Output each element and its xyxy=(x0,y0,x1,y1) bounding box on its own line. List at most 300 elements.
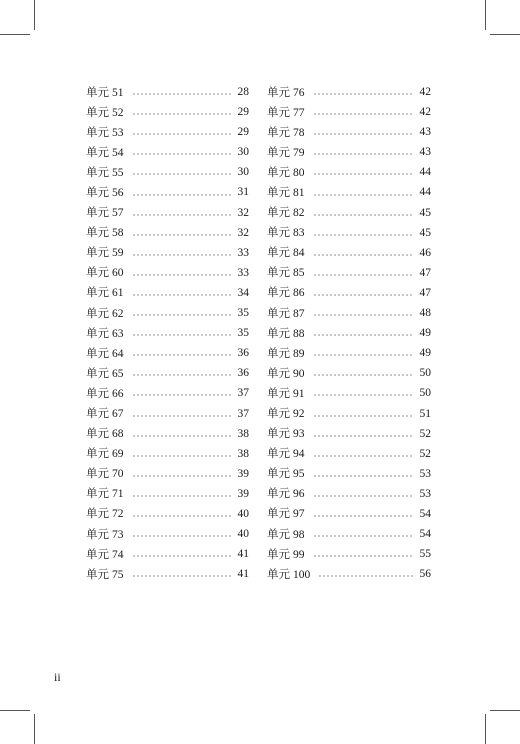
toc-entry-label xyxy=(267,483,305,504)
toc-entry-number: 80 xyxy=(293,166,305,179)
toc-entry-label xyxy=(86,282,124,303)
toc-entry-prefix: 单元 xyxy=(86,164,109,179)
toc-entry-label xyxy=(267,544,305,565)
toc-entry-prefix: 单元 xyxy=(267,205,290,220)
toc-entry-label xyxy=(86,202,124,223)
toc-leader-dots xyxy=(132,515,232,517)
toc-entry[interactable] xyxy=(267,82,431,102)
toc-leader-dots xyxy=(313,515,414,517)
toc-entry-label xyxy=(86,122,124,143)
toc-entry-number: 54 xyxy=(112,146,124,159)
toc-entry[interactable] xyxy=(267,343,431,363)
toc-entry-number: 86 xyxy=(293,287,305,300)
toc-entry-page: 53 xyxy=(419,467,431,480)
toc-entry-prefix: 单元 xyxy=(86,385,109,400)
toc-entry-page: 37 xyxy=(237,407,249,420)
toc-entry-number: 76 xyxy=(293,86,305,99)
toc-leader-dots xyxy=(313,93,414,95)
toc-entry[interactable] xyxy=(86,524,249,544)
toc-entry[interactable] xyxy=(86,363,249,383)
toc-entry-prefix: 单元 xyxy=(267,506,290,521)
toc-leader-dots xyxy=(132,194,232,196)
toc-entry-number: 57 xyxy=(112,207,124,220)
toc-entry-page: 33 xyxy=(237,266,249,279)
toc-leader-dots xyxy=(313,294,414,296)
toc-entry-prefix: 单元 xyxy=(267,325,290,340)
toc-leader-dots xyxy=(313,334,414,336)
toc-entry[interactable] xyxy=(267,363,431,383)
toc-entry[interactable] xyxy=(267,484,431,504)
toc-entry-label xyxy=(86,524,124,545)
toc-entry[interactable] xyxy=(267,162,431,182)
toc-entry-page: 36 xyxy=(237,367,249,380)
toc-entry-prefix: 单元 xyxy=(267,365,290,380)
toc-entry-prefix: 单元 xyxy=(267,526,290,541)
toc-entry-label xyxy=(267,463,305,484)
toc-leader-dots xyxy=(313,495,414,497)
toc-leader-dots xyxy=(132,294,232,296)
toc-entry-label xyxy=(86,82,124,103)
toc-column-left xyxy=(86,82,249,584)
toc-leader-dots xyxy=(132,555,232,557)
toc-entry-number: 96 xyxy=(293,488,305,501)
toc-entry-number: 77 xyxy=(293,106,305,119)
toc-entry-label xyxy=(267,282,305,303)
toc-leader-dots xyxy=(313,133,414,135)
toc-entry-label xyxy=(86,383,124,404)
toc-entry-label xyxy=(267,443,305,464)
toc-entry[interactable] xyxy=(86,243,249,263)
toc-entry-page: 34 xyxy=(237,286,249,299)
toc-entry-prefix: 单元 xyxy=(267,446,290,461)
crop-mark-top-left-h xyxy=(0,34,30,35)
toc-leader-dots xyxy=(313,254,414,256)
toc-leader-dots xyxy=(313,475,414,477)
toc-entry[interactable] xyxy=(267,444,431,464)
toc-entry-number: 73 xyxy=(112,528,124,541)
toc-entry[interactable] xyxy=(267,424,431,444)
toc-leader-dots xyxy=(132,535,232,537)
toc-entry-label xyxy=(86,323,124,344)
toc-entry-number: 70 xyxy=(112,468,124,481)
toc-entry-number: 69 xyxy=(112,448,124,461)
toc-entry-label xyxy=(267,242,305,263)
toc-entry-number: 64 xyxy=(112,347,124,360)
toc-entry-number: 61 xyxy=(112,287,124,300)
toc-entry-number: 89 xyxy=(293,347,305,360)
toc-leader-dots xyxy=(313,153,414,155)
toc-leader-dots xyxy=(313,455,414,457)
toc-leader-dots xyxy=(132,394,232,396)
toc-entry-number: 67 xyxy=(112,408,124,420)
toc-entry[interactable] xyxy=(86,182,249,202)
toc-entry-page: 44 xyxy=(419,166,431,179)
toc-entry-page: 37 xyxy=(237,387,249,400)
toc-entry-page: 29 xyxy=(237,106,249,119)
toc-entry-prefix: 单元 xyxy=(267,466,290,481)
toc-entry-label xyxy=(267,343,305,364)
toc-entry-page: 38 xyxy=(237,447,249,460)
toc-entry-label xyxy=(86,403,124,424)
toc-leader-dots xyxy=(132,234,232,236)
toc-entry[interactable] xyxy=(267,383,431,403)
toc-entry-label xyxy=(267,122,305,143)
toc-entry-label xyxy=(86,483,124,504)
toc-leader-dots xyxy=(132,435,232,437)
toc-leader-dots xyxy=(132,575,232,577)
crop-mark-bottom-right-h xyxy=(490,710,520,711)
toc-entry-prefix: 单元 xyxy=(86,285,109,300)
toc-entry-number: 84 xyxy=(293,247,305,260)
toc-leader-dots xyxy=(132,495,232,497)
toc-leader-dots xyxy=(132,254,232,256)
toc-entry-number: 52 xyxy=(112,106,124,119)
toc-entry-page: 31 xyxy=(237,186,249,199)
toc-entry-label xyxy=(267,162,305,183)
toc-entry-prefix: 单元 xyxy=(267,285,290,300)
toc-entry-page: 30 xyxy=(237,146,249,159)
toc-entry[interactable] xyxy=(86,162,249,182)
toc-leader-dots xyxy=(313,415,414,417)
toc-entry[interactable] xyxy=(86,142,249,162)
toc-entry[interactable] xyxy=(86,223,249,243)
toc-entry[interactable] xyxy=(86,303,249,323)
toc-entry-page: 52 xyxy=(419,447,431,460)
crop-mark-bottom-right xyxy=(485,714,486,744)
toc-entry-prefix: 单元 xyxy=(267,164,290,179)
toc-entry-label xyxy=(267,503,305,524)
toc-entry-page: 42 xyxy=(419,106,431,119)
toc-entry-prefix: 单元 xyxy=(267,144,290,159)
toc-entry-number: 71 xyxy=(112,488,124,501)
toc-entry-number: 72 xyxy=(112,508,124,521)
toc-entry-prefix: 单元 xyxy=(86,305,109,320)
toc-leader-dots xyxy=(132,415,232,417)
toc-entry-number: 58 xyxy=(112,227,124,240)
toc-entry-page: 41 xyxy=(237,568,249,581)
toc-entry[interactable] xyxy=(267,283,431,303)
toc-entry-prefix: 单元 xyxy=(267,84,290,99)
toc-entry-number: 56 xyxy=(112,186,124,199)
toc-entry-number: 78 xyxy=(293,126,305,139)
toc-entry[interactable] xyxy=(267,323,431,343)
toc-entry-prefix: 单元 xyxy=(267,104,290,119)
toc-entry-page: 46 xyxy=(419,246,431,259)
toc-entry[interactable] xyxy=(86,263,249,283)
toc-entry-page: 53 xyxy=(419,487,431,500)
toc-entry-page: 49 xyxy=(419,327,431,340)
toc-entry[interactable] xyxy=(86,102,249,122)
toc-entry-label xyxy=(86,182,124,203)
toc-entry-page: 54 xyxy=(419,507,431,520)
toc-entry-prefix: 单元 xyxy=(267,124,290,139)
toc-entry-number: 74 xyxy=(112,548,124,561)
toc-entry-label xyxy=(86,142,124,163)
toc-entry-label xyxy=(267,303,305,324)
crop-mark-top-right xyxy=(485,0,486,30)
toc-entry-number: 75 xyxy=(112,568,124,581)
toc-leader-dots xyxy=(313,394,414,396)
toc-entry-number: 66 xyxy=(112,387,124,400)
toc-entry-prefix: 单元 xyxy=(86,406,109,420)
toc-entry-prefix: 单元 xyxy=(86,466,109,481)
toc-entry-label xyxy=(86,443,124,464)
toc-entry[interactable] xyxy=(267,564,431,584)
toc-entry-label xyxy=(86,463,124,484)
toc-leader-dots xyxy=(132,93,232,95)
toc-entry-prefix: 单元 xyxy=(86,546,109,561)
toc-entry[interactable] xyxy=(267,524,431,544)
toc-entry[interactable] xyxy=(267,243,431,263)
toc-entry-prefix: 单元 xyxy=(86,426,109,441)
toc-leader-dots xyxy=(132,354,232,356)
toc-entry[interactable] xyxy=(86,544,249,564)
toc-entry[interactable] xyxy=(86,564,249,584)
toc-entry-number: 55 xyxy=(112,166,124,179)
toc-entry-label xyxy=(267,82,305,103)
toc-entry[interactable] xyxy=(267,122,431,142)
toc-leader-dots xyxy=(313,374,414,376)
crop-mark-top-left xyxy=(34,0,35,30)
toc-entry-label xyxy=(267,323,305,344)
toc-leader-dots xyxy=(313,214,414,216)
toc-entry[interactable] xyxy=(267,203,431,223)
crop-mark-bottom-left xyxy=(34,714,35,744)
crop-mark-bottom-left-h xyxy=(0,710,30,711)
toc-entry[interactable] xyxy=(267,404,431,424)
toc-entry-label xyxy=(86,162,124,183)
toc-entry-page: 55 xyxy=(419,548,431,561)
toc-leader-dots xyxy=(313,535,414,537)
toc-entry-prefix: 单元 xyxy=(267,345,290,360)
toc-entry-label xyxy=(267,383,305,404)
toc-entry-number: 95 xyxy=(293,468,305,481)
toc-entry-prefix: 单元 xyxy=(86,84,109,99)
toc-leader-dots xyxy=(132,133,232,135)
toc-entry-label xyxy=(86,242,124,263)
toc-entry-number: 65 xyxy=(112,367,124,380)
toc-entry[interactable] xyxy=(86,343,249,363)
toc-entry-number: 98 xyxy=(293,528,305,541)
toc-entry-label xyxy=(267,182,305,203)
toc-leader-dots xyxy=(132,153,232,155)
toc-entry-label xyxy=(86,262,124,283)
toc-entry-page: 33 xyxy=(237,246,249,259)
toc-entry-prefix: 单元 xyxy=(267,245,290,260)
toc-entry-number: 88 xyxy=(293,327,305,340)
toc-entry-prefix: 单元 xyxy=(267,385,290,400)
toc-entry-number: 91 xyxy=(293,387,305,400)
toc-leader-dots xyxy=(132,214,232,216)
toc-entry-page: 47 xyxy=(419,266,431,279)
toc-entry-page: 52 xyxy=(419,427,431,440)
toc-entry-label xyxy=(267,202,305,223)
toc-entry-page: 35 xyxy=(237,327,249,340)
toc-entry[interactable] xyxy=(86,82,249,102)
toc-entry-label xyxy=(86,564,124,585)
toc-entry-prefix: 单元 xyxy=(267,426,290,441)
page-folio: ii xyxy=(54,670,61,684)
toc-entry-label xyxy=(267,564,310,585)
toc-entry-page: 39 xyxy=(237,487,249,500)
toc-entry-prefix: 单元 xyxy=(86,506,109,521)
toc-entry-number: 68 xyxy=(112,428,124,441)
toc-entry[interactable] xyxy=(86,203,249,223)
toc-entry-page: 49 xyxy=(419,347,431,360)
toc-entry-number: 62 xyxy=(112,307,124,320)
toc-entry[interactable] xyxy=(86,444,249,464)
toc-entry-page: 44 xyxy=(419,186,431,199)
toc-entry-page: 41 xyxy=(237,548,249,561)
toc-entry-prefix: 单元 xyxy=(267,184,290,199)
toc-entry-page: 32 xyxy=(237,226,249,239)
toc-entry-number: 87 xyxy=(293,307,305,320)
toc-entry-page: 30 xyxy=(237,166,249,179)
toc-entry-number: 79 xyxy=(293,146,305,159)
toc-entry-page: 43 xyxy=(419,146,431,159)
toc-entry-page: 45 xyxy=(419,226,431,239)
toc-entry-number: 97 xyxy=(293,508,305,521)
toc-leader-dots xyxy=(132,334,232,336)
toc-entry[interactable] xyxy=(267,223,431,243)
toc-entry[interactable] xyxy=(267,102,431,122)
toc-entry-page: 40 xyxy=(237,528,249,541)
toc-entry-number: 81 xyxy=(293,186,305,199)
toc-leader-dots xyxy=(132,274,232,276)
toc-entry-number: 94 xyxy=(293,448,305,461)
toc-entry-prefix: 单元 xyxy=(86,566,109,581)
toc-leader-dots xyxy=(313,113,414,115)
toc-leader-dots xyxy=(132,113,232,115)
toc-entry-prefix: 单元 xyxy=(86,325,109,340)
toc-entry-page: 40 xyxy=(237,507,249,520)
toc-entry-page: 32 xyxy=(237,206,249,219)
toc-entry-label xyxy=(86,102,124,123)
toc-entry[interactable] xyxy=(86,122,249,142)
toc-entry-number: 85 xyxy=(293,267,305,280)
toc-entry[interactable] xyxy=(86,404,249,424)
toc-entry-prefix: 单元 xyxy=(86,124,109,139)
toc-entry-prefix: 单元 xyxy=(86,104,109,119)
toc-entry-label xyxy=(267,102,305,123)
toc-entry-label xyxy=(267,222,305,243)
toc-entry-page: 35 xyxy=(237,307,249,320)
toc-entry-prefix: 单元 xyxy=(86,345,109,360)
toc-entry-page: 29 xyxy=(237,126,249,139)
toc-entry-page: 54 xyxy=(419,528,431,541)
toc-entry-number: 92 xyxy=(293,408,305,420)
toc-entry-page: 50 xyxy=(419,367,431,380)
toc-entry-label xyxy=(86,222,124,243)
toc-entry-number: 93 xyxy=(293,428,305,441)
toc-entry-page: 28 xyxy=(237,86,249,98)
toc-entry-page: 43 xyxy=(419,126,431,139)
toc-leader-dots xyxy=(318,575,413,577)
toc-entry[interactable] xyxy=(267,182,431,202)
toc-entry-label xyxy=(267,262,305,283)
toc-entry-label xyxy=(86,303,124,324)
toc-entry-number: 63 xyxy=(112,327,124,340)
toc-entry-label xyxy=(267,142,305,163)
toc-entry-label xyxy=(86,423,124,444)
toc-entry-page: 47 xyxy=(419,286,431,299)
toc-column-right xyxy=(267,82,431,584)
toc-leader-dots xyxy=(132,455,232,457)
toc-entry[interactable] xyxy=(86,424,249,444)
toc-entry-number: 100 xyxy=(293,568,311,581)
toc-leader-dots xyxy=(132,475,232,477)
toc-leader-dots xyxy=(313,354,414,356)
toc-entry-page: 51 xyxy=(419,407,431,420)
toc-entry-label xyxy=(86,503,124,524)
toc-entry-number: 53 xyxy=(112,126,124,139)
toc-entry-page: 36 xyxy=(237,347,249,360)
toc-entry-number: 99 xyxy=(293,548,305,561)
toc-entry-label xyxy=(267,423,305,444)
toc-entry[interactable] xyxy=(267,464,431,484)
toc-entry-prefix: 单元 xyxy=(86,245,109,260)
toc-entry-page: 50 xyxy=(419,387,431,400)
toc-leader-dots xyxy=(313,194,414,196)
toc-entry[interactable] xyxy=(86,323,249,343)
toc-entry[interactable] xyxy=(86,383,249,403)
toc-entry-number: 59 xyxy=(112,247,124,260)
crop-mark-top-right-h xyxy=(490,34,520,35)
toc-leader-dots xyxy=(132,314,232,316)
toc-entry[interactable] xyxy=(86,283,249,303)
toc-entry-page: 56 xyxy=(419,568,431,581)
toc-leader-dots xyxy=(313,173,414,175)
toc-entry-label xyxy=(86,363,124,384)
toc-entry-number: 51 xyxy=(112,86,124,99)
toc-entry[interactable] xyxy=(267,504,431,524)
toc-entry-label xyxy=(86,544,124,565)
toc-entry-prefix: 单元 xyxy=(86,144,109,159)
toc-entry-prefix: 单元 xyxy=(267,265,290,280)
toc-entry-label xyxy=(267,524,305,545)
toc-leader-dots xyxy=(313,435,414,437)
toc-entry[interactable] xyxy=(86,504,249,524)
toc-entry-prefix: 单元 xyxy=(86,205,109,220)
toc-entry[interactable] xyxy=(267,142,431,162)
toc-entry-prefix: 单元 xyxy=(267,406,290,420)
toc-entry-prefix: 单元 xyxy=(86,526,109,541)
toc-entry-page: 39 xyxy=(237,467,249,480)
toc-entry-page: 38 xyxy=(237,427,249,440)
toc-entry[interactable] xyxy=(267,303,431,323)
toc-entry-prefix: 单元 xyxy=(86,225,109,240)
toc-entry-number: 82 xyxy=(293,207,305,220)
toc-entry-label xyxy=(267,403,305,424)
toc-entry-prefix: 单元 xyxy=(267,566,290,581)
toc-entry[interactable] xyxy=(86,464,249,484)
toc-entry[interactable] xyxy=(267,544,431,564)
toc-entry[interactable] xyxy=(86,484,249,504)
toc-leader-dots xyxy=(313,274,414,276)
toc-entry-label xyxy=(86,343,124,364)
toc-leader-dots xyxy=(132,173,232,175)
toc-entry-page: 48 xyxy=(419,307,431,320)
toc-entry-number: 90 xyxy=(293,367,305,380)
toc-entry-number: 60 xyxy=(112,267,124,280)
toc-entry-prefix: 单元 xyxy=(86,446,109,461)
toc-entry[interactable] xyxy=(267,263,431,283)
toc-leader-dots xyxy=(313,234,414,236)
toc-entry-label xyxy=(267,363,305,384)
toc-entry-prefix: 单元 xyxy=(86,486,109,501)
toc-entry-number: 83 xyxy=(293,227,305,240)
toc-entry-prefix: 单元 xyxy=(86,265,109,280)
